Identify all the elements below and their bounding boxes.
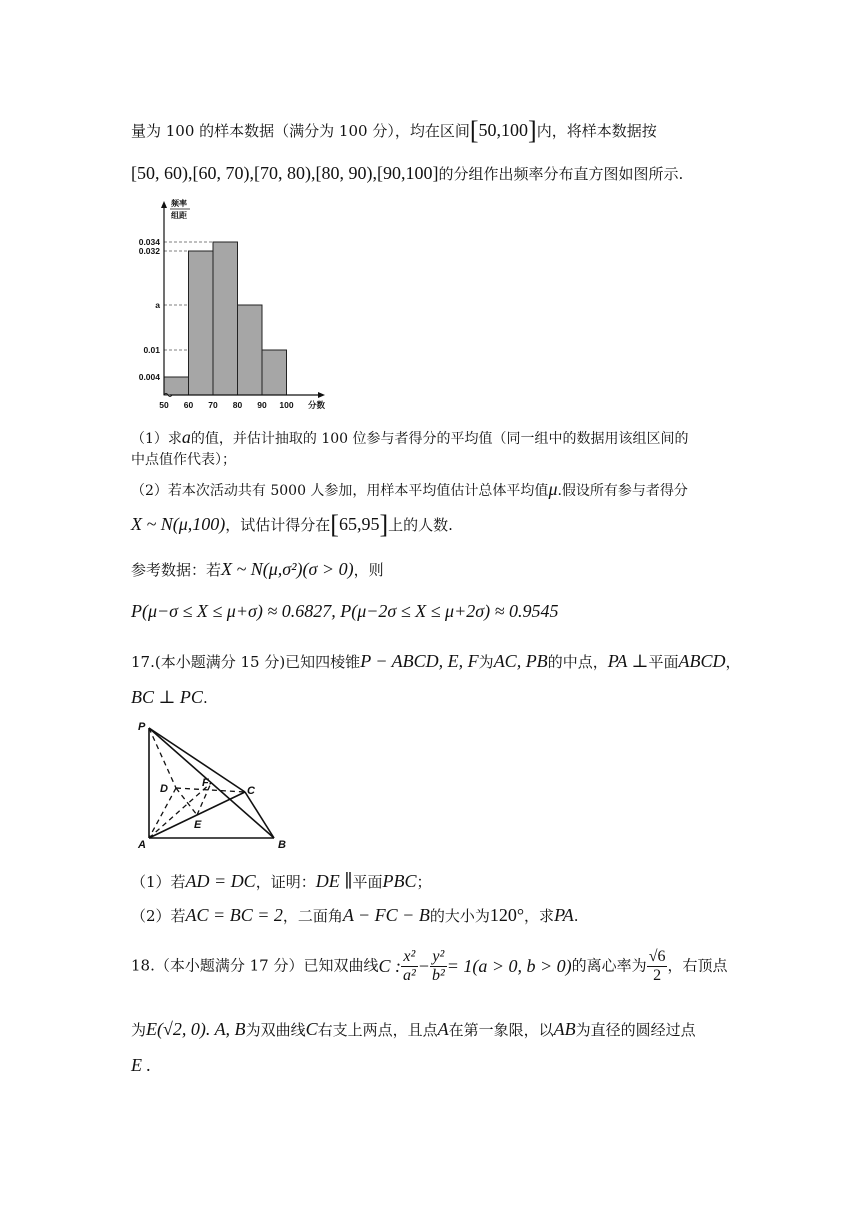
bracket-right-2: ] xyxy=(379,510,389,539)
p18-label: 18.（本小题满分 17 分）已知双曲线 xyxy=(131,956,379,975)
p18b-a: A xyxy=(437,1019,449,1039)
q16-part1-cont xyxy=(131,453,236,467)
frac-num-y2: y² xyxy=(430,948,447,967)
label-d: D xyxy=(160,783,168,795)
p18c-e: E . xyxy=(131,1055,151,1075)
p17-bc-perp-pc: BC ⊥ PC xyxy=(131,687,203,707)
q2-text-tail: .假设所有参与者得分 xyxy=(557,483,688,499)
p17-cond-tail: . xyxy=(202,689,208,707)
histogram-bar-60 xyxy=(189,251,214,395)
y-axis-label-top: 频率 xyxy=(171,199,187,208)
problem-17-cond xyxy=(131,688,208,706)
x-axis-arrow xyxy=(318,392,325,398)
ref-expression: X ~ N(μ,σ²)(σ > 0) xyxy=(221,559,354,579)
p18b-c: C xyxy=(305,1019,318,1039)
p17q2-tail: . xyxy=(573,907,579,925)
p17q2-angle: 120° xyxy=(489,905,525,925)
p17-midpoints: AC, PB xyxy=(493,651,548,671)
p18-minus: − xyxy=(417,956,430,977)
p17q2-mid: ，二面角 xyxy=(282,907,343,925)
p18b-ab: . A, B xyxy=(205,1019,246,1039)
x-tick-label-70: 70 xyxy=(208,400,218,410)
histogram-bar-50 xyxy=(164,377,189,395)
p18b-mid4: 在第一象限，以 xyxy=(448,1021,554,1039)
p17-mid: 为 xyxy=(478,653,494,671)
frac-x2-a2 xyxy=(401,948,418,984)
text-groups-tail: 的分组作出频率分布直方图如图所示. xyxy=(438,165,684,183)
edge-cb xyxy=(245,792,274,838)
p18-eq: = 1(a > 0, b > 0) xyxy=(446,956,572,977)
bracket-left-2: [ xyxy=(330,510,339,539)
p17-part1 xyxy=(131,872,432,890)
reference-data xyxy=(131,560,384,578)
histogram-bar-80 xyxy=(238,305,263,395)
problem-17-stmt xyxy=(131,652,741,670)
x-tick-label-80: 80 xyxy=(232,400,243,410)
p17q1-tail: ； xyxy=(416,873,432,891)
ref-formula: P(μ−σ ≤ X ≤ μ+σ) ≈ 0.6827, P(μ−2σ ≤ X ≤ μ+2σ) ≈ 0.9545 xyxy=(131,601,559,621)
y-axis-arrow xyxy=(161,201,167,208)
y-axis-label-bottom: 组距 xyxy=(171,211,187,220)
text-sample-intro: 量为 100 的样本数据（满分为 100 分），均在区间 xyxy=(131,122,470,140)
q1-text: 的值，并估计抽取的 100 位参与者得分的平均值（同一组中的数据用该组区间的 xyxy=(190,431,689,447)
label-p: P xyxy=(138,721,146,733)
p17q2-pa: PA xyxy=(554,905,574,925)
q16-part2 xyxy=(131,480,688,498)
ref-label: 参考数据：若 xyxy=(131,561,222,579)
bracket-left: [ xyxy=(469,116,479,145)
p17q1-de-parallel: DE ∥ xyxy=(315,871,353,891)
p18b-label: 为 xyxy=(131,1021,147,1039)
frequency-histogram xyxy=(128,198,348,413)
p17q2-label: （2）若 xyxy=(131,907,186,925)
p18b-mid3: 右支上两点，且点 xyxy=(317,1021,438,1039)
p18b-tail: 为直径的圆经过点 xyxy=(575,1021,696,1039)
q1-label: （1）求 xyxy=(131,431,182,447)
y-tick-label-a: a xyxy=(155,300,160,310)
pyramid-figure xyxy=(136,718,306,858)
frac-den-a2: a² xyxy=(402,966,416,984)
p18b-ab2: AB xyxy=(553,1019,576,1039)
frac-sqrt6-2 xyxy=(647,948,668,984)
label-f: F xyxy=(202,777,209,789)
p17q2-mid3: ，求 xyxy=(524,907,555,925)
p17-perp: PA ⊥ xyxy=(607,651,649,671)
reference-formula xyxy=(131,602,558,620)
problem-18-end xyxy=(131,1056,151,1074)
p17q1-ad-dc: AD = DC xyxy=(185,871,256,891)
p17-mid2: 的中点， xyxy=(547,653,608,671)
y-tick-label-0.004: 0.004 xyxy=(138,372,160,382)
p17q2-ac-bc: AC = BC = 2 xyxy=(185,905,283,925)
interval-65-95: 65,95 xyxy=(338,514,380,534)
problem-18-stmt xyxy=(131,948,727,984)
label-a: A xyxy=(138,839,146,851)
q2-mid: ，试估计得分在 xyxy=(225,516,331,534)
x-tick-label-100: 100 xyxy=(279,400,294,410)
q2-distribution: X ~ N(μ,100) xyxy=(131,514,226,534)
problem-18-cont xyxy=(131,1020,696,1038)
label-c: C xyxy=(247,785,255,797)
ref-tail: ，则 xyxy=(353,561,384,579)
line-sample-data xyxy=(131,118,657,144)
histogram-bar-90 xyxy=(262,350,287,395)
p17-label: 17.(本小题满分 15 分)已知四棱锥 xyxy=(131,653,361,671)
p18b-vertex: E(√2, 0) xyxy=(146,1019,206,1039)
p17-tail: ， xyxy=(725,653,741,671)
q1-var-a: a xyxy=(181,427,191,447)
frac-y2-b2 xyxy=(430,948,447,984)
p17-plane: ABCD xyxy=(678,651,726,671)
frac-den-b2: b² xyxy=(431,966,445,984)
frac-num-x2: x² xyxy=(401,948,418,967)
histogram-bar-70 xyxy=(213,242,238,395)
label-e: E xyxy=(194,819,202,831)
y-tick-label-0.01: 0.01 xyxy=(143,345,160,355)
segment-af xyxy=(149,783,211,838)
p18-tail: ，右顶点 xyxy=(667,956,728,975)
q1-text-cont: 中点值作代表）； xyxy=(131,452,236,468)
bracket-right: ] xyxy=(528,116,537,145)
p17q1-mid: ，证明： xyxy=(255,873,316,891)
interval-50-100: 50,100 xyxy=(478,120,529,140)
edge-ad xyxy=(149,788,176,838)
x-tick-label-90: 90 xyxy=(257,400,267,410)
p17-mid3: 平面 xyxy=(648,653,679,671)
x-axis-label: 分数 xyxy=(308,400,326,410)
y-tick-label-0.032: 0.032 xyxy=(138,246,160,256)
p17-pyramid: P − ABCD, E, F xyxy=(360,651,479,671)
p17-part2 xyxy=(131,906,579,924)
line-groups xyxy=(131,164,683,182)
q2-mu: μ xyxy=(548,479,558,499)
edge-dc xyxy=(176,788,245,792)
frac-den-2: 2 xyxy=(653,966,662,984)
p17q1-mid2: 平面 xyxy=(352,873,383,891)
frac-num-sqrt6: √6 xyxy=(648,948,666,965)
q16-part1 xyxy=(131,428,689,446)
p18b-mid2: 为双曲线 xyxy=(245,1021,306,1039)
label-b: B xyxy=(278,839,286,851)
p17q2-mid2: 的大小为 xyxy=(429,907,490,925)
q2-tail: 上的人数. xyxy=(388,516,453,534)
text-sample-tail: 内，将样本数据按 xyxy=(536,122,657,140)
p17q1-pbc: PBC xyxy=(382,871,417,891)
group-intervals: [50, 60),[60, 70),[70, 80),[80, 90),[90,100] xyxy=(131,163,439,183)
q2-text: （2）若本次活动共有 5000 人参加，用样本平均值估计总体平均值 xyxy=(131,483,549,499)
y-tick-label-0.034: 0.034 xyxy=(138,237,160,247)
p18-c: C : xyxy=(378,956,401,977)
x-tick-label-50: 50 xyxy=(159,400,169,410)
q16-part2-cont xyxy=(131,512,453,538)
x-tick-label-60: 60 xyxy=(183,400,194,410)
p17q2-dihedral: A − FC − B xyxy=(342,905,430,925)
p17q1-label: （1）若 xyxy=(131,873,186,891)
p18-mid: 的离心率为 xyxy=(571,956,647,975)
